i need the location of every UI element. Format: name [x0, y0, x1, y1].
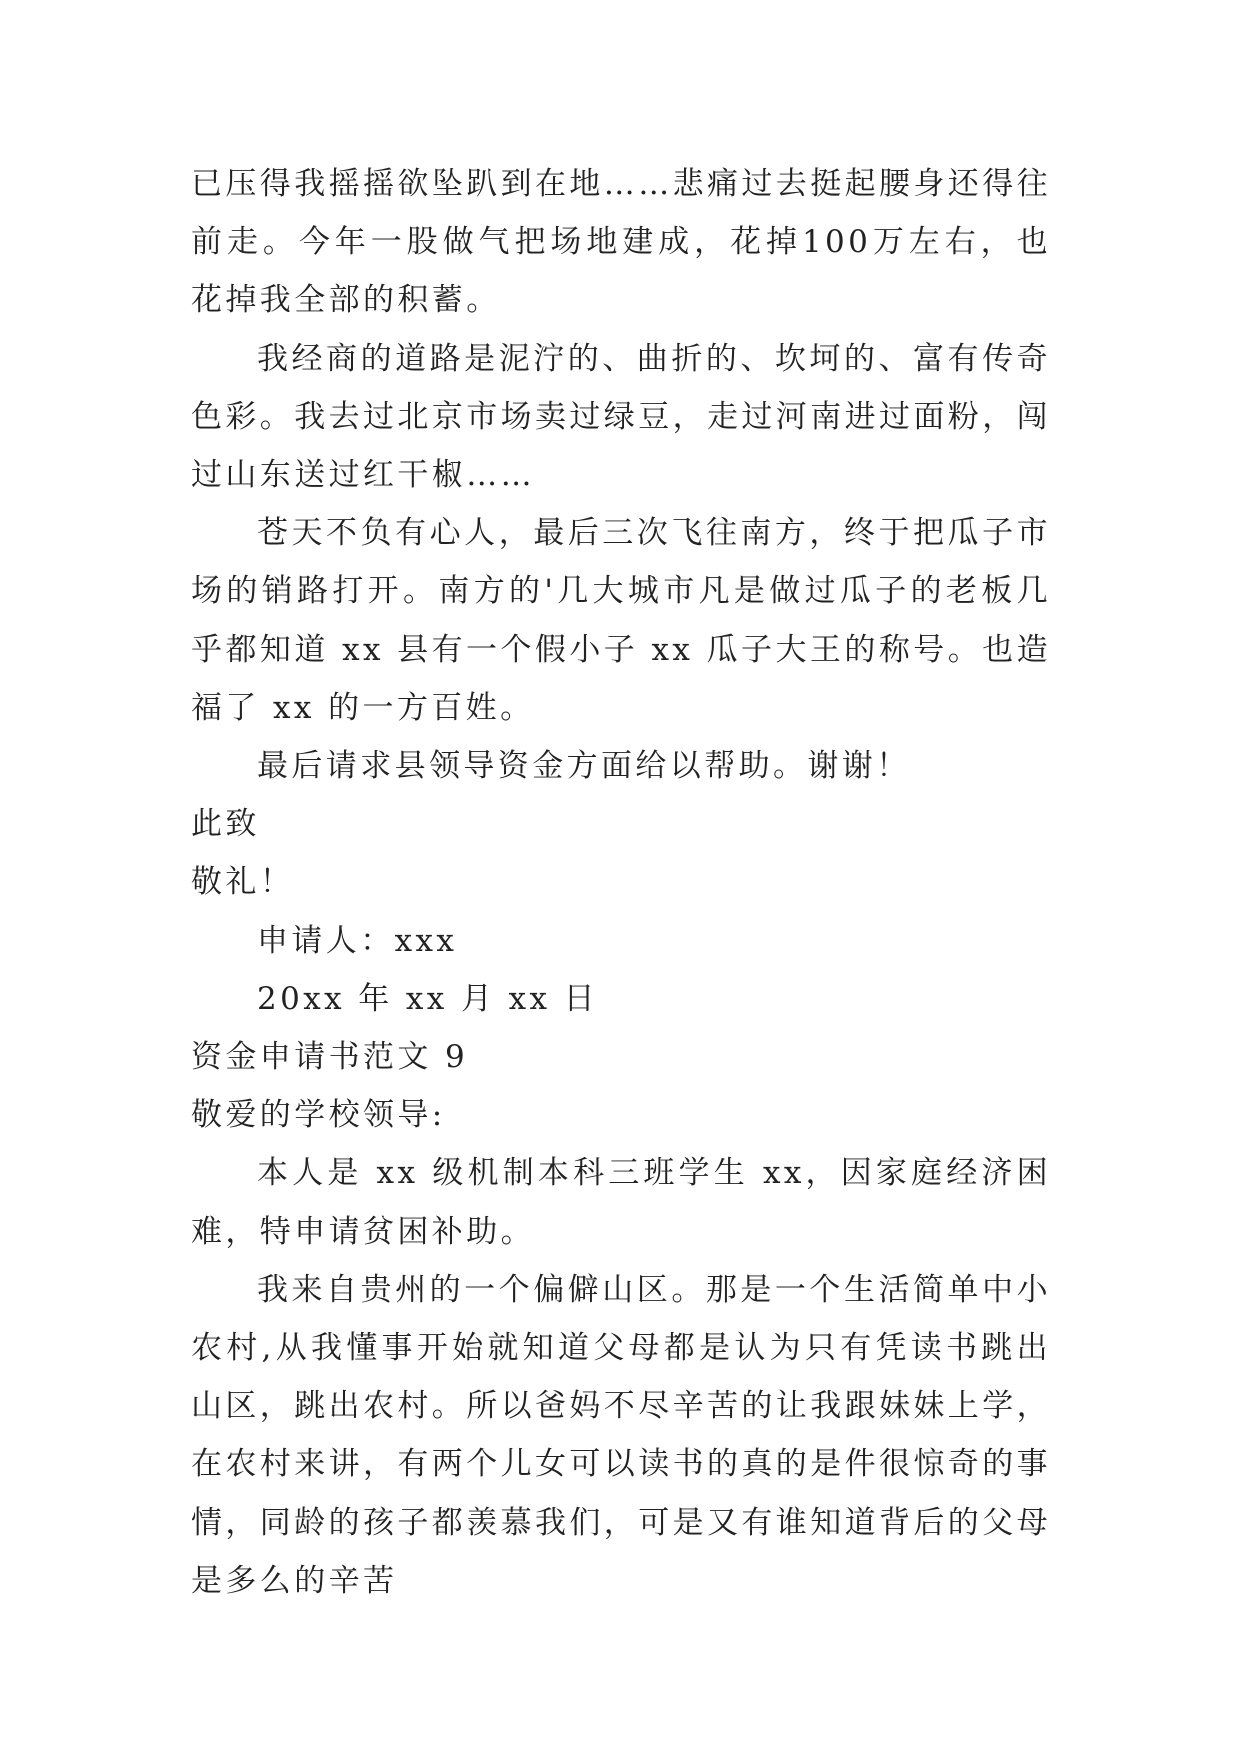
salutation: 敬爱的学校领导: [191, 1097, 446, 1134]
paragraph-market-opened: 苍天不负有心人，最后三次飞往南方，终于把瓜子市场的销路打开。南方的'几大城市凡是做过瓜子的老板几乎都知道 xx 县有一个假小子 xx 瓜子大王的称号。也造福了 xx 的一方百姓。 [191, 515, 1051, 726]
paragraph-continuation: 已压得我摇摇欲坠趴到在地……悲痛过去挺起腰身还得往前走。今年一股做气把场地建成，花掉100万左右，也花掉我全部的积蓄。 [191, 166, 1051, 319]
paragraph-background: 我来自贵州的一个偏僻山区。那是一个生活简单中小农村,从我懂事开始就知道父母都是认为只有凭读书跳出山区，跳出农村。所以爸妈不尽辛苦的让我跟妹妹上学，在农村来讲，有两个儿女可以读书的真的是件很惊奇的事情，同龄的孩子都羡慕我们，可是又有谁知道背后的父母是多么的辛苦 [191, 1271, 1051, 1599]
section-title: 资金申请书范文 9 [191, 1039, 469, 1076]
paragraph-student-intro: 本人是 xx 级机制本科三班学生 xx，因家庭经济困难，特申请贫困补助。 [191, 1155, 1051, 1250]
closing-jingli: 敬礼！ [191, 864, 295, 901]
paragraph-business-road: 我经商的道路是泥泞的、曲折的、坎坷的、富有传奇色彩。我去过北京市场卖过绿豆，走过河南进过面粉，闯过山东送过红干椒…… [191, 340, 1051, 494]
paragraph-request: 最后请求县领导资金方面给以帮助。谢谢！ [257, 748, 911, 785]
document-body [191, 155, 1051, 1610]
date-line: 20xx 年 xx 月 xx 日 [257, 980, 599, 1017]
applicant-line: 申请人：xxx [257, 922, 458, 959]
closing-cizhi: 此致 [191, 806, 260, 843]
